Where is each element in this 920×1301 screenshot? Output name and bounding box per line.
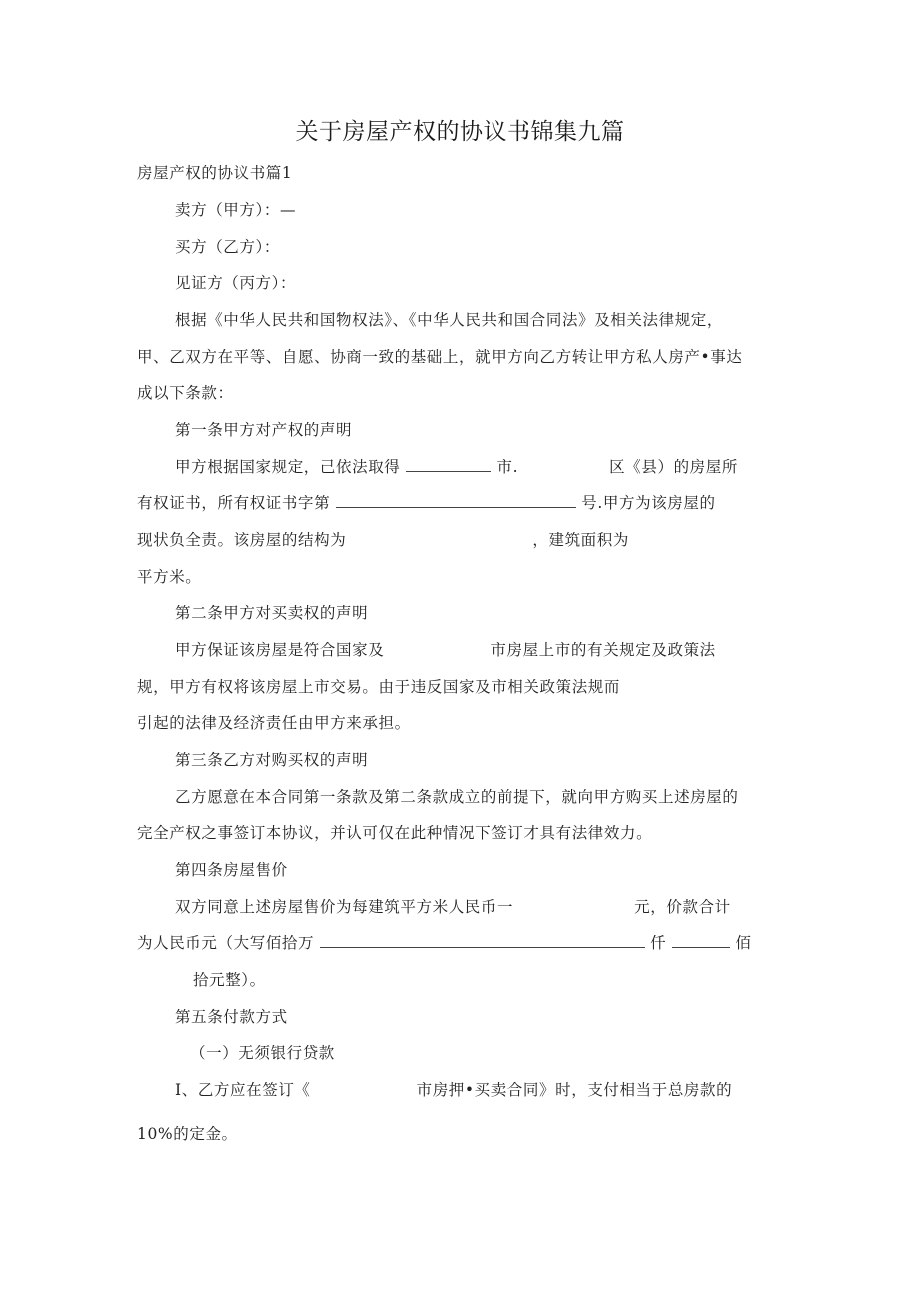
article1-line-4: 平方米。 [137, 568, 202, 586]
article4-line-2 [137, 933, 751, 953]
article5-item1-line-2: 10%的定金。 [137, 1125, 238, 1143]
certificate-number-blank [336, 493, 576, 508]
article1-line-1 [175, 457, 738, 477]
article4-text-d: 仟 [650, 934, 667, 952]
article3-heading: 第三条乙方对购买权的声明 [175, 751, 369, 769]
article3-line-2: 完全产权之事签订本协议，并认可仅在此种情况下签订才具有法律效力。 [137, 824, 653, 842]
article4-line-1 [175, 897, 731, 917]
article2-text-b: 市房屋上市的有关规定及政策法 [490, 641, 716, 659]
preamble-line-3: 成以下条款： [137, 384, 234, 402]
article2-line-2: 规，甲方有权将该房屋上市交易。由于违反国家及市相关政策法规而 [137, 678, 621, 696]
article4-text-c: 为人民币元（大写佰拾万 [137, 934, 315, 952]
document-title: 关于房屋产权的协议书锦集九篇 [295, 119, 625, 145]
article4-line-3: 拾元整）。 [193, 971, 266, 989]
article2-heading: 第二条甲方对买卖权的声明 [175, 604, 369, 622]
section-heading: 房屋产权的协议书篇1 [137, 164, 293, 182]
article4-text-e: 佰 [735, 934, 752, 952]
article5-text-a: I、乙方应在签订《 [175, 1081, 311, 1099]
article5-text-b: 市房押•买卖合同》时，支付相当于总房款的 [416, 1081, 733, 1099]
article2-line-3: 引起的法律及经济责任由甲方来承担。 [137, 714, 411, 732]
article1-text-b: 市. [496, 458, 519, 476]
article2-line-1 [175, 640, 716, 660]
article1-line-2 [137, 493, 716, 513]
article4-heading: 第四条房屋售价 [175, 861, 288, 879]
witness-line: 见证方（丙方）： [175, 274, 297, 292]
article3-line-1: 乙方愿意在本合同第一条款及第二条款成立的前提下，就向甲方购买上述房屋的 [175, 788, 739, 806]
seller-line: 卖方（甲方）：— [175, 201, 297, 219]
city-blank [406, 457, 491, 472]
amount-wan-blank [320, 933, 645, 948]
article5-sub-heading: （一）无须银行贷款 [190, 1044, 335, 1062]
article2-text-a: 甲方保证该房屋是符合国家及 [175, 641, 385, 659]
amount-qian-blank [672, 933, 730, 948]
article1-text-d: 有权证书，所有权证书字第 [137, 494, 331, 512]
buyer-line: 买方（乙方）： [175, 238, 280, 256]
preamble-line-2: 甲、乙双方在平等、自愿、协商一致的基础上，就甲方向乙方转让甲方私人房产•事达 [137, 348, 743, 366]
article5-item1-line-1 [175, 1080, 732, 1100]
article1-text-f: 现状负全责。该房屋的结构为 [137, 531, 347, 549]
article1-line-3 [137, 530, 629, 550]
article5-heading: 第五条付款方式 [175, 1008, 288, 1026]
article1-text-a: 甲方根据国家规定，己依法取得 [175, 458, 401, 476]
article1-text-g: ，建筑面积为 [532, 531, 629, 549]
article1-heading: 第一条甲方对产权的声明 [175, 421, 353, 439]
article1-text-e: 号.甲方为该房屋的 [581, 494, 716, 512]
article1-text-c: 区《县）的房屋所 [609, 458, 738, 476]
preamble-line-1: 根据《中华人民共和国物权法》、《中华人民共和国合同法》及相关法律规定， [175, 311, 724, 329]
article4-text-b: 元，价款合计 [634, 898, 731, 916]
article4-text-a: 双方同意上述房屋售价为每建筑平方米人民币一 [175, 898, 514, 916]
